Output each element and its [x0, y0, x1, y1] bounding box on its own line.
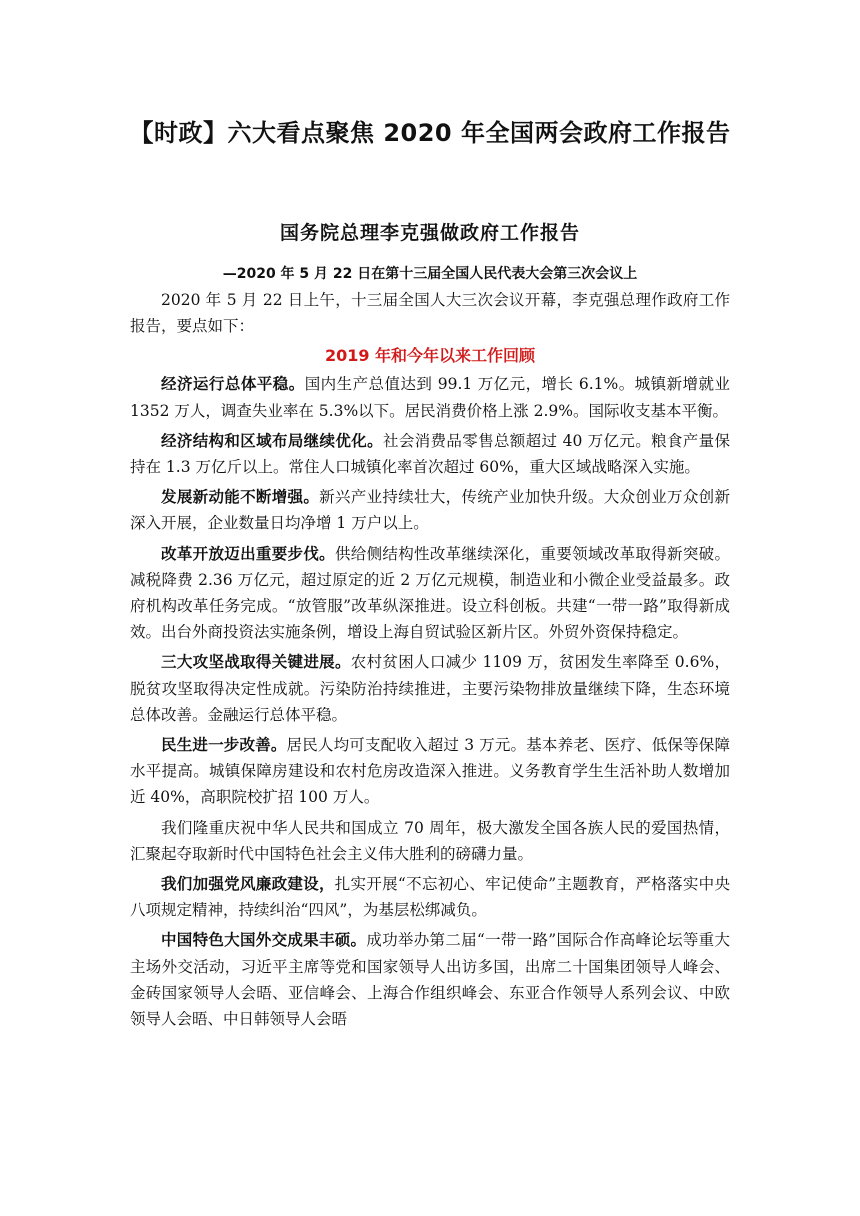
paragraph-lead: 民生进一步改善。 — [161, 736, 287, 755]
paragraph-lead: 经济结构和区域布局继续优化。 — [161, 431, 383, 450]
paragraph-lead: 我们加强党风廉政建设， — [161, 875, 335, 894]
paragraph-livelihood — [130, 732, 730, 811]
paragraph-party-conduct — [130, 871, 730, 923]
paragraph-text: 国内生产总值达到 99.1 万亿元，增长 6.1%。城镇新增就业 1352 万人，调查失业率在 5.3%以下。居民消费价格上涨 2.9%。国际收支基本平衡。 — [130, 375, 730, 420]
paragraph-anniversary — [130, 815, 730, 867]
paragraph-diplomacy — [130, 927, 730, 1032]
report-dateline: —2020 年 5 月 22 日在第十三届全国人民代表大会第三次会议上 — [222, 266, 638, 282]
report-subtitle: 国务院总理李克强做政府工作报告 — [279, 222, 580, 244]
page-title: 【时政】六大看点聚焦 2020 年全国两会政府工作报告 — [129, 119, 731, 147]
paragraph-lead: 改革开放迈出重要步伐。 — [161, 544, 335, 563]
paragraph-text: 社会消费品零售总额超过 40 万亿元。粮食产量保持在 1.3 万亿斤以上。常住人口城镇化率首次超过 60%，重大区域战略深入实施。 — [130, 431, 730, 477]
paragraph-text: 成功举办第二届“一带一路”国际合作高峰论坛等重大主场外交活动，习近平主席等党和国家领导人出访多国，出席二十国集团领导人峰会、金砖国家领导人会晤、亚信峰会、上海合作组织峰会、东亚合作领导人系列会议、中欧领导人会晤、中日韩领导人会晤 — [130, 931, 730, 1029]
paragraph-text: 农村贫困人口减少 1109 万，贫困发生率降至 0.6%，脱贫攻坚取得决定性成就。污染防治持续推进，主要污染物排放量继续下降，生态环境总体改善。金融运行总体平稳。 — [130, 653, 730, 724]
paragraph-structure — [130, 428, 730, 480]
paragraph-economy — [130, 371, 730, 423]
paragraph-lead: 经济运行总体平稳。 — [161, 375, 305, 394]
section-heading: 2019 年和今年以来工作回顾 — [324, 346, 536, 366]
paragraph-text: 新兴产业持续壮大，传统产业加快升级。大众创业万众创新深入开展，企业数量日均净增 1 万户以上。 — [130, 488, 730, 533]
paragraph-text: 供给侧结构性改革继续深化，重要领域改革取得新突破。减税降费 2.36 万亿元，超过原定的近 2 万亿元规模，制造业和小微企业受益最多。政府机构改革任务完成。“放管服”改革纵深推进。设立科创板。共建“一带一路”取得新成效。出台外商投资法实施条例，增设上海自贸试验区新片区。外贸外资保持稳定。 — [130, 544, 730, 642]
paragraph-text: 我们隆重庆祝中华人民共和国成立 70 周年，极大激发全国各族人民的爱国热情，汇聚起夺取新时代中国特色社会主义伟大胜利的磅礴力量。 — [130, 818, 730, 863]
paragraph-text: 居民人均可支配收入超过 3 万元。基本养老、医疗、低保等保障水平提高。城镇保障房建设和农村危房改造深入推进。义务教育学生生活补助人数增加近 40%，高职院校扩招 100 万人。 — [130, 736, 730, 807]
paragraph-text: 扎实开展“不忘初心、牢记使命”主题教育，严格落实中央八项规定精神，持续纠治“四风”，为基层松绑减负。 — [130, 875, 730, 920]
paragraph-lead: 中国特色大国外交成果丰硕。 — [161, 931, 367, 950]
paragraph-lead: 发展新动能不断增强。 — [161, 488, 320, 507]
paragraph-three-battles — [130, 649, 730, 728]
paragraph-reform — [130, 541, 730, 646]
paragraph-lead: 三大攻坚战取得关键进展。 — [161, 653, 351, 672]
paragraph-new-momentum — [130, 484, 730, 536]
intro-paragraph: 2020 年 5 月 22 日上午，十三届全国人大三次会议开幕，李克强总理作政府工作报告，要点如下： — [130, 291, 730, 336]
report-body — [130, 287, 730, 1036]
